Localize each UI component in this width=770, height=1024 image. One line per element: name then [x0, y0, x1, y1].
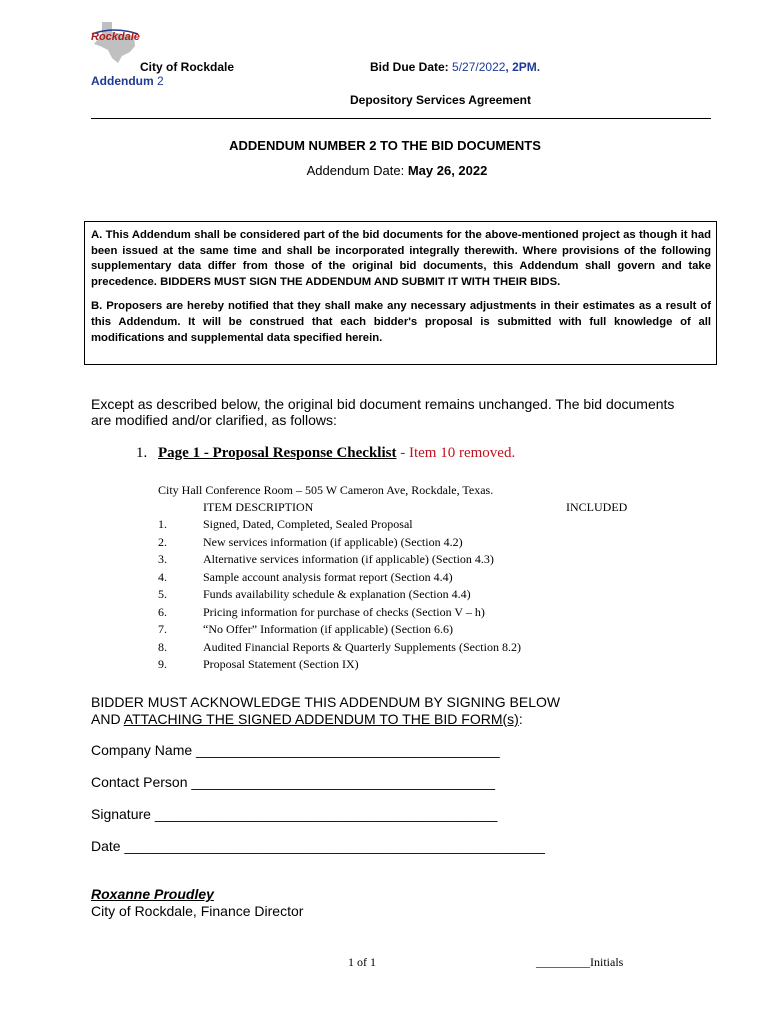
item-1-separator: -	[396, 445, 409, 461]
header-bid-due	[370, 60, 540, 74]
checklist-item-number: 7.	[158, 622, 167, 636]
checklist-item-text: Sample account analysis format report (Section 4.4)	[203, 570, 453, 584]
contact-person-field[interactable]: Contact Person _______________________________________	[91, 774, 496, 790]
header-city: City of Rockdale	[140, 60, 235, 74]
acknowledgement-suffix: :	[518, 711, 523, 727]
signature-field[interactable]: Signature ____________________________________________	[91, 806, 498, 822]
checklist-item-text: Audited Financial Reports & Quarterly Supplements (Section 8.2)	[203, 640, 521, 654]
checklist-item-text: Signed, Dated, Completed, Sealed Proposal	[203, 517, 413, 531]
checklist-item-number: 3.	[158, 552, 167, 566]
checklist-item-text: Pricing information for purchase of checks (Section V – h)	[203, 605, 485, 619]
notice-paragraph-a: A. This Addendum shall be considered part of the bid documents for the above-mentioned project as though it had been issued at the same time and shall be incorporated integrally therewith. Where provisions of the following supplementary data differ from those of the original bid documents, this Addendum shall govern and take precedence. BIDDERS MUST SIGN THE ADDENDUM AND SUBMIT IT WITH THEIR BIDS.	[91, 229, 711, 288]
document-title: ADDENDUM NUMBER 2 TO THE BID DOCUMENTS	[229, 138, 541, 153]
header-addendum-number: 2	[157, 74, 164, 88]
checklist-item-number: 9.	[158, 657, 167, 671]
checklist-header-description: ITEM DESCRIPTION	[203, 500, 314, 514]
checklist-venue: City Hall Conference Room – 505 W Cameron Ave, Rockdale, Texas.	[158, 483, 494, 497]
bid-due-time: , 2PM.	[505, 60, 541, 74]
checklist-item-text: New services information (if applicable) (Section 4.2)	[203, 535, 463, 549]
checklist-item-number: 4.	[158, 570, 167, 584]
checklist-item-number: 8.	[158, 640, 167, 654]
checklist-item-text: Funds availability schedule & explanation (Section 4.4)	[203, 587, 471, 601]
header-agreement: Depository Services Agreement	[350, 93, 531, 107]
acknowledgement	[91, 694, 560, 728]
checklist-item-number: 6.	[158, 605, 167, 619]
acknowledgement-prefix: AND	[91, 711, 124, 727]
company-name-field[interactable]: Company Name _______________________________________	[91, 742, 500, 758]
signer-name: Roxanne Proudley	[91, 886, 214, 902]
addendum-date	[0, 163, 770, 178]
notice-box	[84, 221, 717, 365]
intro-text: Except as described below, the original bid document remains unchanged. The bid documents are modified and/or clarified, as follows:	[91, 396, 675, 428]
logo-text: Rockdale	[91, 31, 140, 43]
header-divider	[91, 118, 711, 119]
bid-due-date: 5/27/2022	[452, 60, 506, 74]
acknowledgement-line-1: BIDDER MUST ACKNOWLEDGE THIS ADDENDUM BY SIGNING BELOW	[91, 694, 561, 710]
checklist-item-number: 5.	[158, 587, 167, 601]
page-number: 1 of 1	[348, 955, 376, 969]
item-1-number: 1.	[136, 445, 148, 461]
notice-paragraph-b: B. Proposers are hereby notified that they shall make any necessary adjustments in their estimates as a result of this Addendum. It will be construed that each bidder's proposal is submitted with full knowledge of all modifications and supplemental data specified herein.	[91, 300, 711, 344]
item-1-heading: Page 1 - Proposal Response Checklist	[158, 445, 397, 461]
signer-title: City of Rockdale, Finance Director	[91, 903, 304, 919]
acknowledgement-line-2	[91, 711, 560, 728]
addendum-date-label: Addendum Date:	[306, 163, 405, 178]
header-addendum	[91, 74, 164, 88]
acknowledgement-underlined: ATTACHING THE SIGNED ADDENDUM TO THE BID FORM(s)	[123, 711, 519, 727]
addendum-date-value: May 26, 2022	[407, 163, 488, 178]
item-1	[158, 445, 515, 462]
initials-field[interactable]: _________Initials	[536, 955, 624, 969]
checklist-item-number: 1.	[158, 517, 167, 531]
checklist-item-text: “No Offer” Information (if applicable) (Section 6.6)	[203, 622, 454, 636]
date-field[interactable]: Date ______________________________________________________	[91, 838, 545, 854]
checklist-item-text: Proposal Statement (Section IX)	[203, 657, 359, 671]
header-addendum-label: Addendum	[91, 74, 154, 88]
checklist-item-number: 2.	[158, 535, 167, 549]
item-1-change: Item 10 removed.	[408, 445, 516, 461]
bid-due-label: Bid Due Date:	[370, 60, 449, 74]
checklist-header-included: INCLUDED	[566, 500, 628, 514]
checklist-item-text: Alternative services information (if applicable) (Section 4.3)	[203, 552, 494, 566]
